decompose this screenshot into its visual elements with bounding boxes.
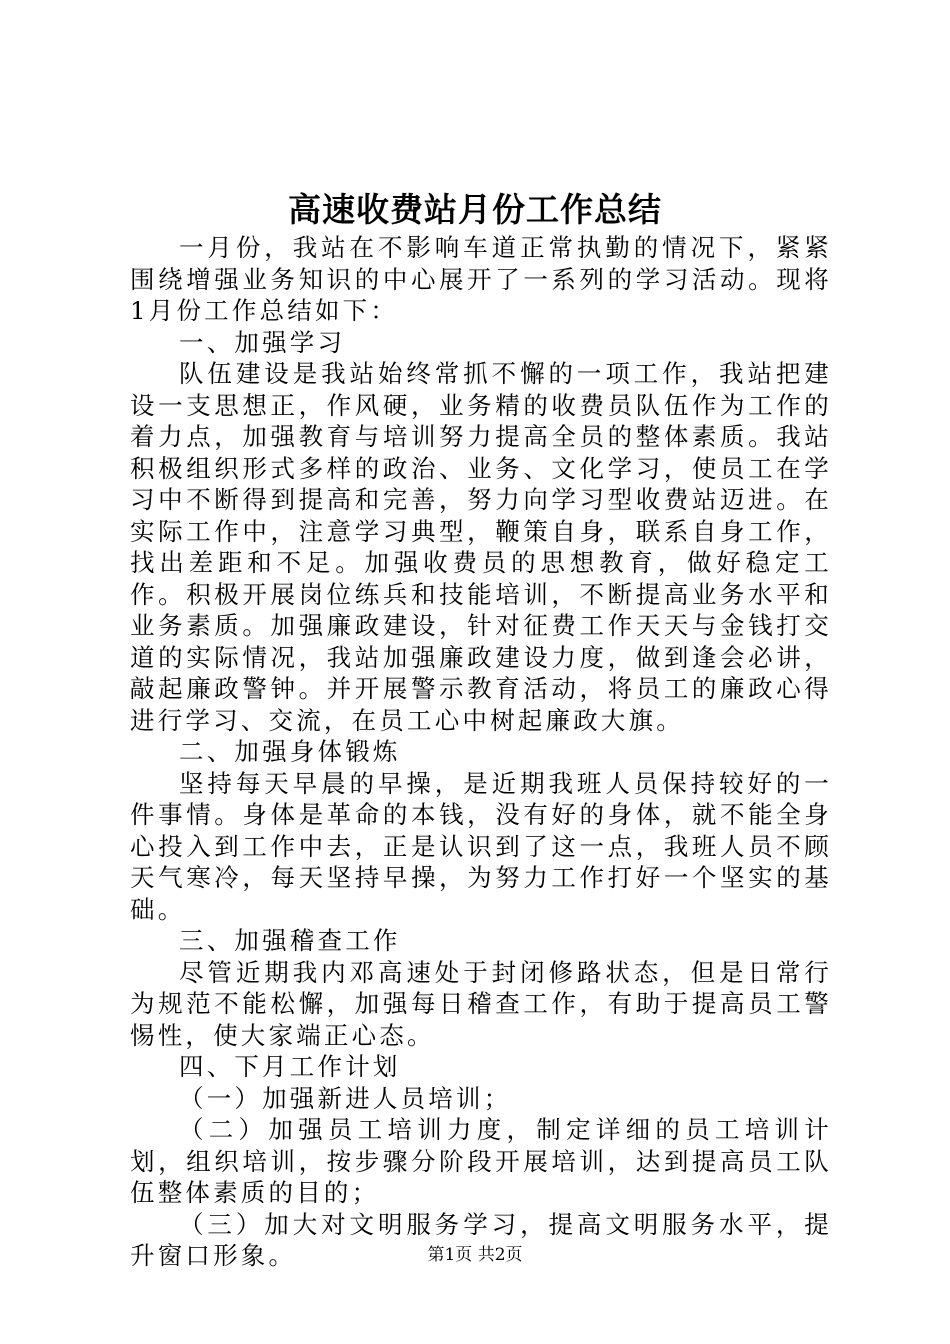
intro-paragraph: 一月份，我站在不影响车道正常执勤的情况下，紧紧围绕增强业务知识的中心展开了一系列的学习活动。现将1月份工作总结如下： <box>130 233 832 325</box>
document-body <box>130 232 832 1272</box>
plan-item-3: （三）加大对文明服务学习，提高文明服务水平，提升窗口形象。 <box>130 1209 832 1270</box>
section-heading-study: 一、加强学习 <box>179 327 346 357</box>
section-body-study: 队伍建设是我站始终常抓不懈的一项工作，我站把建设一支思想正，作风硬，业务精的收费员队伍作为工作的着力点，加强教育与培训努力提高全员的整体素质。我站积极组织形式多样的政治、业务、文化学习，使员工在学习中不断得到提高和完善，努力向学习型收费站迈进。在实际工作中，注意学习典型，鞭策自身，联系自身工作，找出差距和不足。加强收费员的思想教育，做好稳定工作。积极开展岗位练兵和技能培训，不断提高业务水平和业务素质。加强廉政建设，针对征费工作天天与金钱打交道的实际情况，我站加强廉政建设力度，做到逢会必讲，敲起廉政警钟。并开展警示教育活动，将员工的廉政心得进行学习、交流，在员工心中树起廉政大旗。 <box>130 359 832 735</box>
section-heading-exercise: 二、加强身体锻炼 <box>179 737 401 766</box>
plan-item-2: （二）加强员工培训力度，制定详细的员工培训计划，组织培训，按步骤分阶段开展培训，达到提高员工队伍整体素质的目的； <box>130 1115 832 1207</box>
section-heading-inspection: 三、加强稽查工作 <box>179 926 401 955</box>
section-body-exercise: 坚持每天早晨的早操，是近期我班人员保持较好的一件事情。身体是革命的本钱，没有好的身体，就不能全身心投入到工作中去，正是认识到了这一点，我班人员不顾天气寒冷，每天坚持早操，为努力工作打好一个坚实的基础。 <box>130 768 832 924</box>
plan-item-1: （一）加强新进人员培训； <box>179 1083 512 1113</box>
section-heading-plan: 四、下月工作计划 <box>179 1052 401 1081</box>
document-title: 高速收费站月份工作总结 <box>288 190 662 229</box>
page-footer: 第1页 共2页 <box>427 1245 523 1265</box>
section-body-inspection: 尽管近期我内邓高速处于封闭修路状态，但是日常行为规范不能松懈，加强每日稽查工作，有助于提高员工警惕性，使大家端正心态。 <box>130 957 832 1050</box>
